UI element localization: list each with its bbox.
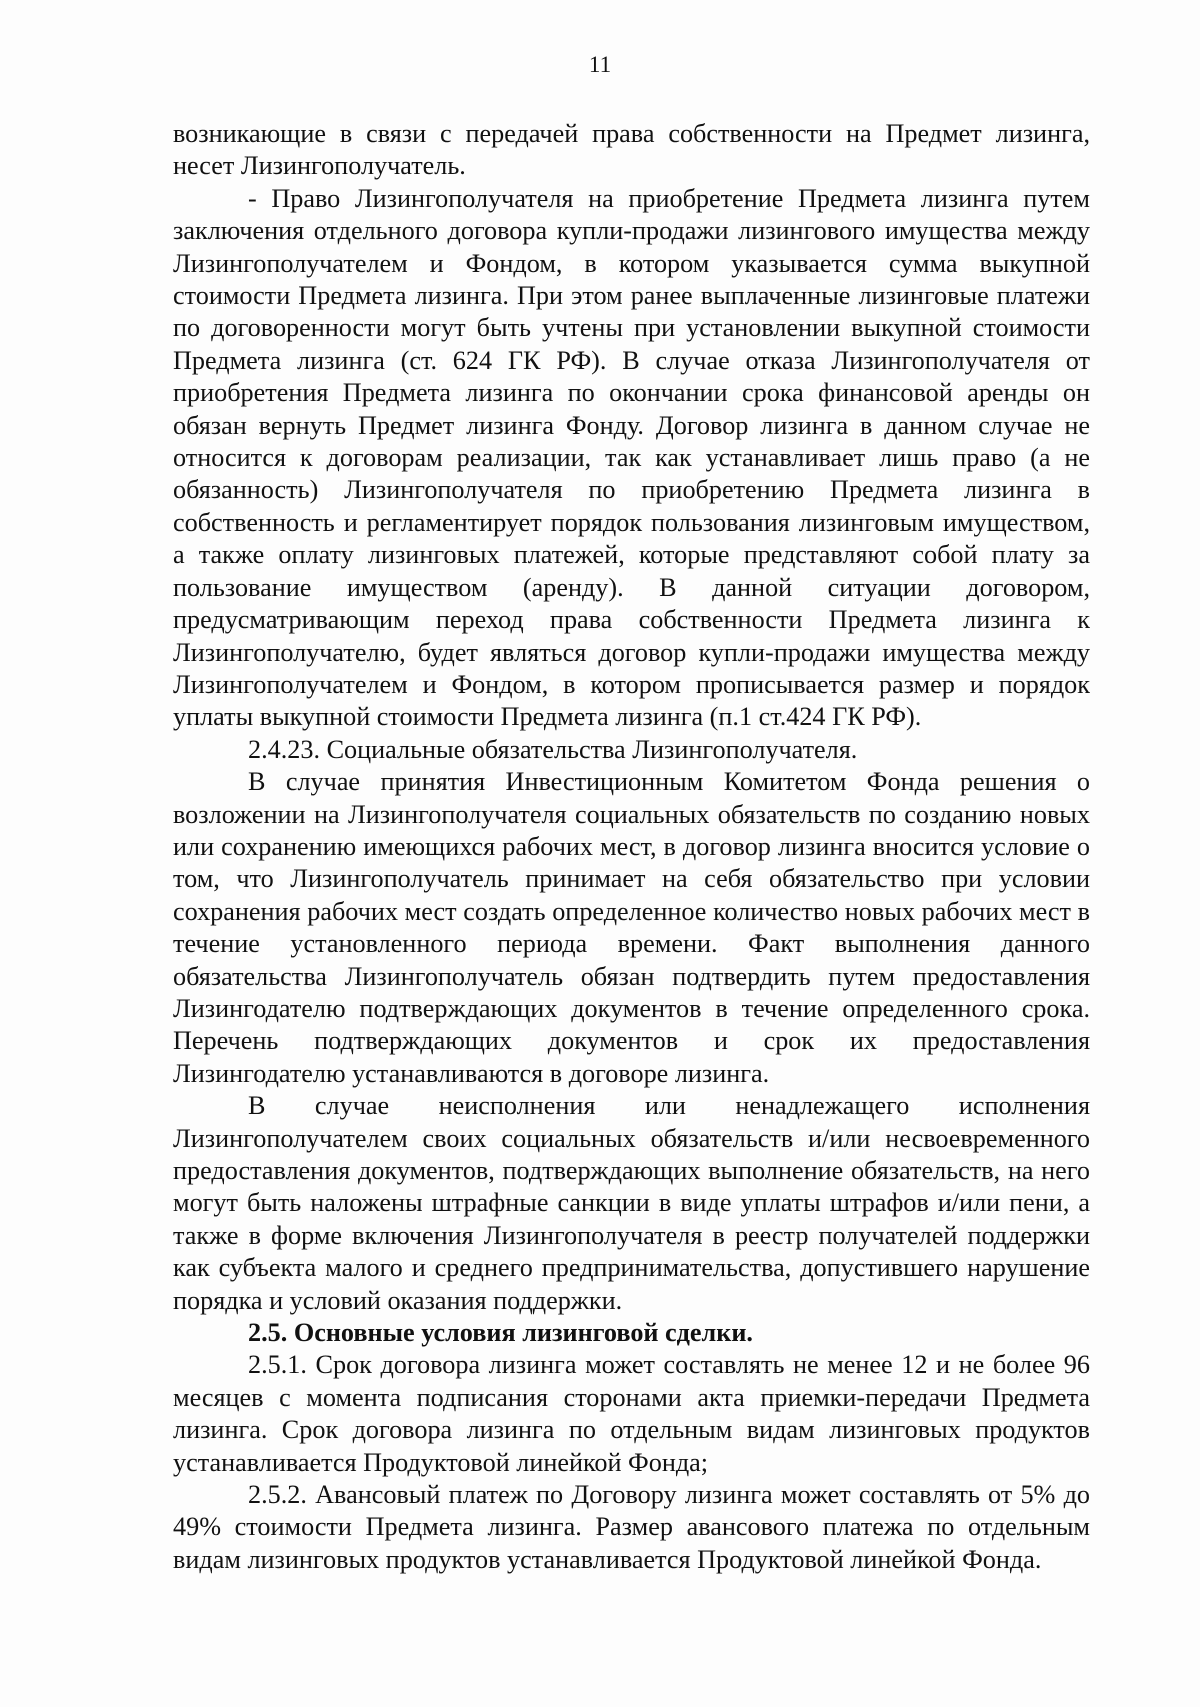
paragraph-purchase-right: - Право Лизингополучателя на приобретение Предмета лизинга путем заключения отдельного договора купли-продажи лизингового имущества между Лизингополучателем и Фондом, в котором указывается сумма выкупной стоимости Предмета лизинга. При этом ранее выплаченные лизинговые платежи по договоренности могут быть учтены при установлении выкупной стоимости Предмета лизинга (ст. 624 ГК РФ). В случае отказа Лизингополучателя от приобретения Предмета лизинга по окончании срока финансовой аренды он обязан вернуть Предмет лизинга Фонду. Договор лизинга в данном случае не относится к договорам реализации, так как устанавливает лишь право (а не обязанность) Лизингополучателя по приобретению Предмета лизинга в собственность и регламентирует порядок пользования лизинговым имуществом, а также оплату лизинговых платежей, которые представляют собой плату за пользование имуществом (аренду). В данной ситуации договором, предусматривающим переход права собственности Предмета лизинга к Лизингополучателю, будет являться договор купли-продажи имущества между Лизингополучателем и Фондом, в котором прописывается размер и порядок уплаты выкупной стоимости Предмета лизинга (п.1 ст.424 ГК РФ). (173, 183, 1090, 732)
section-heading-2-4-23: 2.4.23. Социальные обязательства Лизингополучателя. (248, 734, 858, 764)
document-body (173, 118, 1090, 1576)
paragraph-sanctions: В случае неисполнения или ненадлежащего исполнения Лизингополучателем своих социальных обязательств и/или несвоевременного предоставления документов, подтверждающих выполнение обязательств, на него могут быть наложены штрафные санкции в виде уплаты штрафов и/или пени, а также в форме включения Лизингополучателя в реестр получателей поддержки как субъекта малого и среднего предпринимательства, допустившего нарушение порядка и условий оказания поддержки. (173, 1091, 1090, 1315)
section-heading-2-5: 2.5. Основные условия лизинговой сделки. (248, 1318, 753, 1348)
paragraph-social-obligations: В случае принятия Инвестиционным Комитетом Фонда решения о возложении на Лизингополучателя социальных обязательств по созданию новых или сохранению имеющихся рабочих мест, в договор лизинга вносится условие о том, что Лизингополучатель принимает на себя обязательство при условии сохранения рабочих мест создать определенное количество новых рабочих мест в течение установленного периода времени. Факт выполнения данного обязательства Лизингополучатель обязан подтвердить путем предоставления Лизингодателю подтверждающих документов в течение определенного срока. Перечень подтверждающих документов и срок их предоставления Лизингодателю устанавливаются в договоре лизинга. (173, 767, 1090, 1088)
paragraph-2-5-2: 2.5.2. Авансовый платеж по Договору лизинга может составлять от 5% до 49% стоимости Предмета лизинга. Размер авансового платежа по отдельным видам лизинговых продуктов устанавливается Продуктовой линейкой Фонда. (173, 1480, 1090, 1574)
paragraph-continuation: возникающие в связи с передачей права собственности на Предмет лизинга, несет Лизингополучатель. (173, 119, 1090, 181)
paragraph-2-5-1: 2.5.1. Срок договора лизинга может составлять не менее 12 и не более 96 месяцев с момента подписания сторонами акта приемки-передачи Предмета лизинга. Срок договора лизинга по отдельным видам лизинговых продуктов устанавливается Продуктовой линейкой Фонда; (173, 1350, 1090, 1477)
page-number: 11 (588, 52, 612, 77)
